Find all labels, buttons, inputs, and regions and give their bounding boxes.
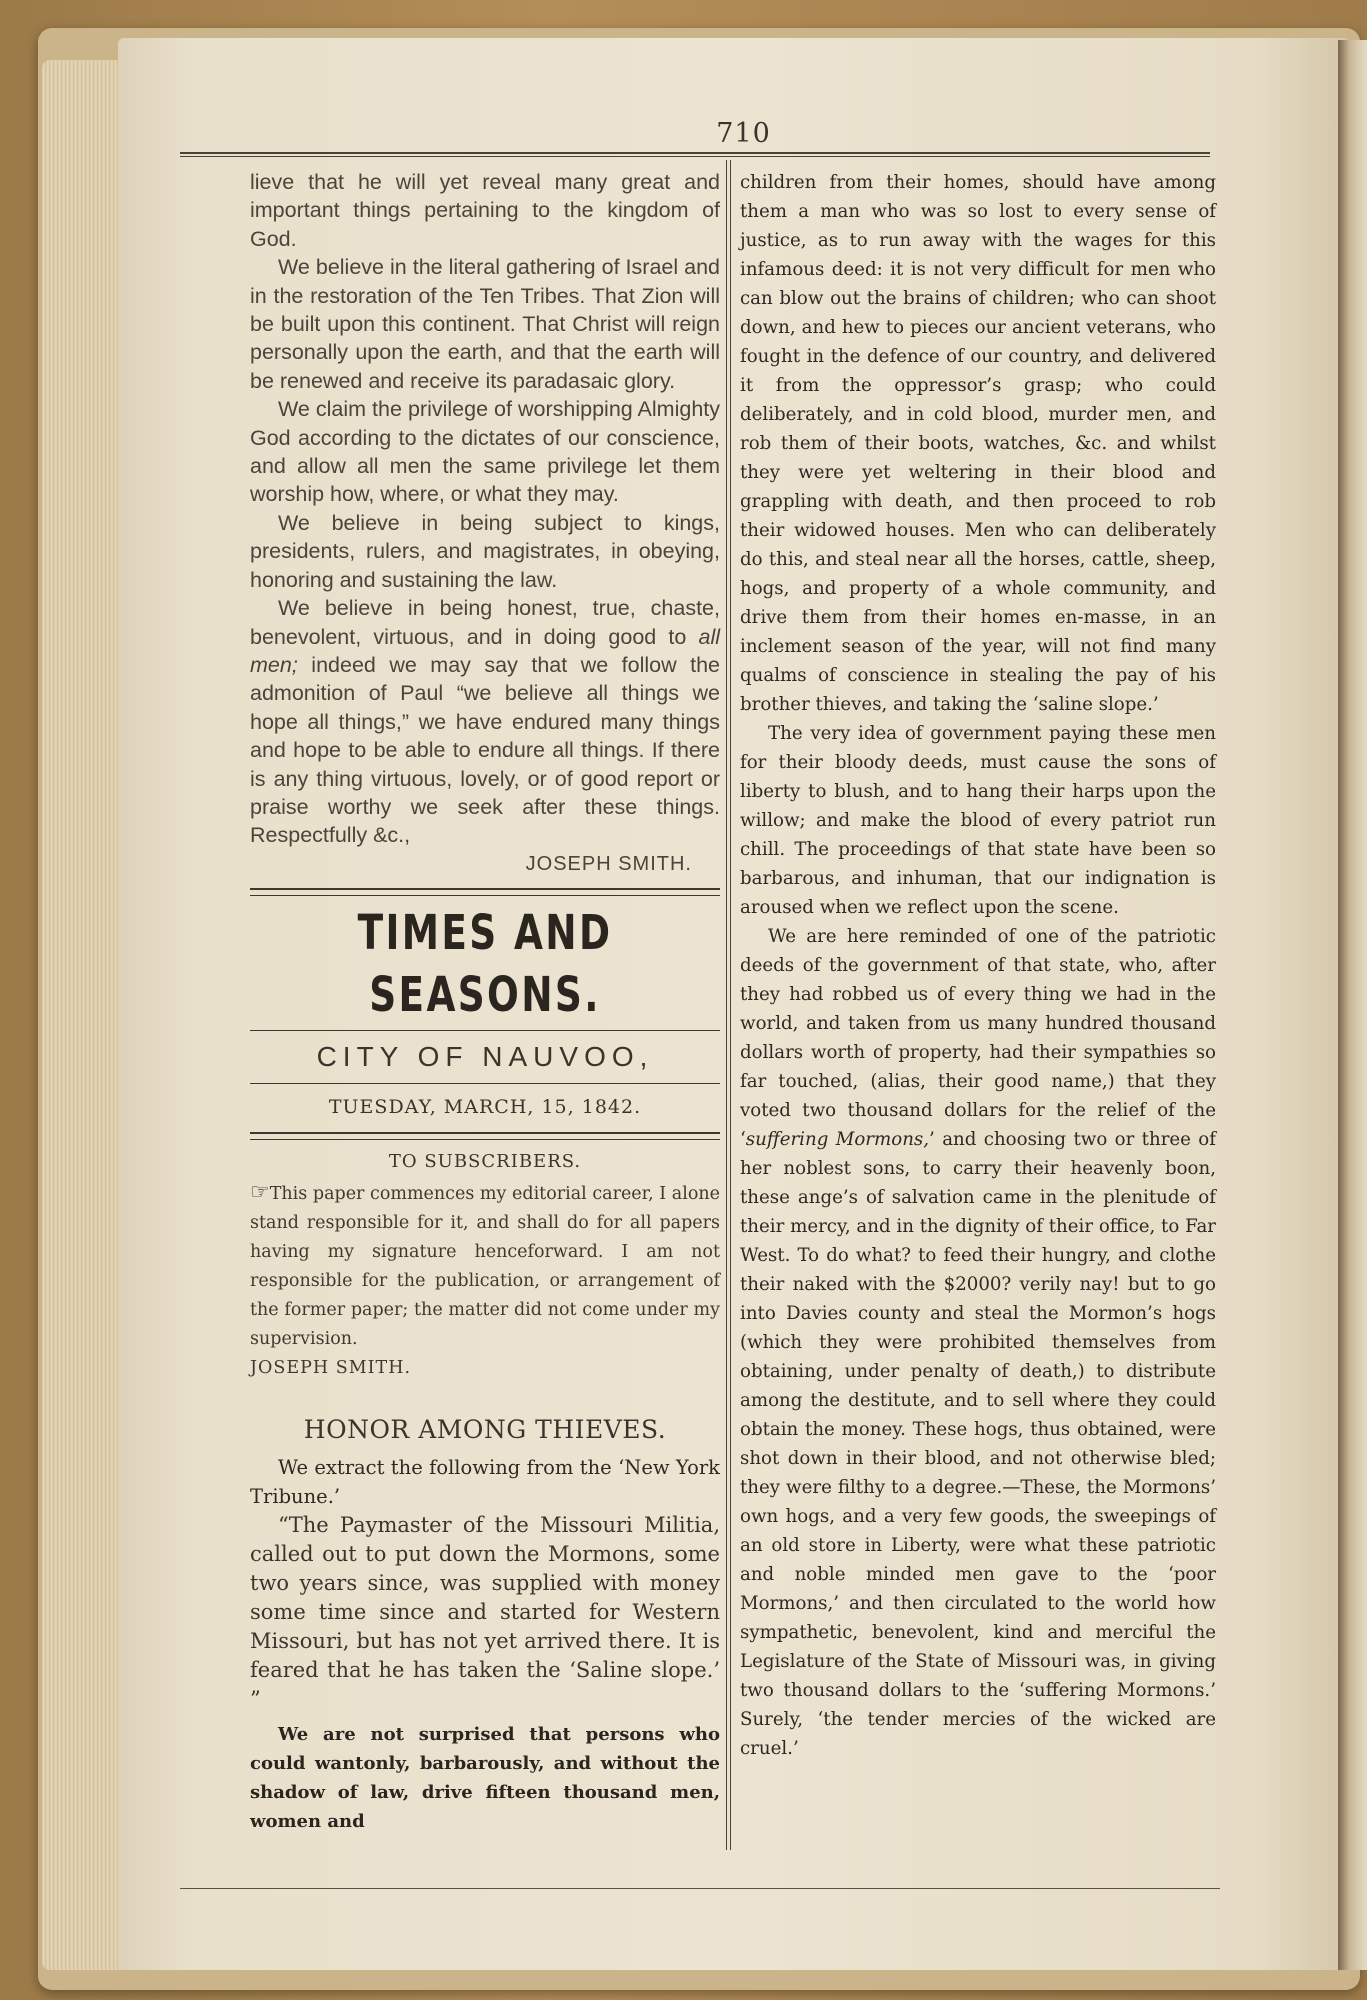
city-line: CITY OF NAUVOO, xyxy=(316,1041,654,1073)
patriotic-text-end: ’ and choosing two or three of her noblest sons, to carry their heavenly boon, these ange’s of salvation came in the plenitude of their mercy, and in the dignity of their office, to Far West. To do what? to feed their hungry, and clothe their naked with the $2000? verily nay! but to go into Davies county and steal the Mormon’s hogs (which they were prohibited themselves from obtaining, under penalty of death,) to distribute among the destitute, and to sell where they could obtain the money. These hogs, thus obtained, were shot down in their blood, and not otherwise bled; they were filthy to a degree.—These, the Mormons’ own hogs, and a very few goods, the sweepings of an old store in Liberty, were what these patriotic and noble minded men gave to the ‘poor Mormons,’ and then circulated to the world how sympathetic, benevolent, kind and merciful the Legislature of the State of Missouri was, in giving two thousand dollars to the ‘suffering Mormons.’ Surely, ‘the tender mercies of the wicked are cruel.’ xyxy=(740,1129,1216,1759)
honor-intro: We extract the following from the ‘New York Tribune.’ xyxy=(250,1456,720,1509)
city-rule xyxy=(250,1083,720,1084)
right-column xyxy=(740,168,1216,1763)
header-rule xyxy=(180,152,1210,154)
column-divider-thin xyxy=(730,160,731,1850)
honor-quote: “The Paymaster of the Missouri Militia, called out to put down the Mormons, some two years since, was supplied with money some time since and started for Western Missouri, but has not yet arrived there. It is feared that he has taken the ‘Saline slope.’ ” xyxy=(250,1513,720,1712)
footer-rule xyxy=(180,1888,1220,1889)
virtue-text-end: indeed we may say that we follow the admonition of Paul “we believe all things we hope all things,” we have endured many things and hope to be able to endure all things. If there is any thing virtuous, lovely, or of good report or praise worthy we seek after these things. Respectfully &c., xyxy=(250,652,720,848)
paragraph-patriotic-deeds xyxy=(740,922,1216,1763)
paragraph-gathering: We believe in the literal gathering of Israel and in the restoration of the Ten Tribes. That Zion will be built upon this continent. That Christ will reign personally upon the earth, and that the earth will be renewed and receive its paradasaic glory. xyxy=(250,255,720,393)
issue-date: TUESDAY, MARCH, 15, 1842. xyxy=(328,1096,642,1119)
left-column xyxy=(250,168,720,1836)
subscribers-heading: TO SUBSCRIBERS. xyxy=(388,1151,582,1173)
patriotic-text-start: We are here reminded of one of the patriotic deeds of the government of that state, who, after they had robbed us of every thing we had in the world, and taken from us many hundred thousand dollars worth of property, had their sympathies so far touched, (alias, their good name,) that they voted two thousand dollars for the relief of the ‘ xyxy=(740,926,1216,1150)
paragraph-kingdom: lieve that he will yet reveal many great and important things pertaining to the kingdom of God. xyxy=(250,170,720,251)
column-divider xyxy=(726,160,727,1850)
paragraph-worship: We claim the privilege of worshipping Almighty God according to the dictates of our conscience, and allow all men the same privilege let them worship how, where, or what they may. xyxy=(250,397,720,507)
virtue-italic: all men; xyxy=(250,624,720,677)
paragraph-government: The very idea of government paying these men for their bloody deeds, must cause the sons of liberty to blush, and to hang their harps upon the willow; and make the blood of every patriot run chill. The proceedings of that state have been so barbarous, and inhuman, that our indignation is aroused when we reflect upon the scene. xyxy=(740,723,1216,918)
subscribers-notice xyxy=(250,1178,720,1354)
masthead-title: TIMES AND SEASONS. xyxy=(357,905,613,1024)
page-number: 710 xyxy=(716,118,771,149)
paragraph-law: We believe in being subject to kings, presidents, rulers, and magistrates, in obeying, honoring and sustaining the law. xyxy=(250,510,720,592)
virtue-text-start: We believe in being honest, true, chaste, benevolent, virtuous, and in doing good to xyxy=(250,596,720,649)
honor-heading: HONOR AMONG THIEVES. xyxy=(303,1415,667,1445)
paragraph-thieves: children from their homes, should have among them a man who was so lost to every sense of justice, as to run away with the wages for this infamous deed: it is not very difficult for men who can blow out the brains of children; who can shoot down, and hew to pieces our ancient veterans, who fought in the defence of our country, and delivered it from the oppressor’s grasp; who could deliberately, and in cold blood, murder men, and rob them of their boots, watches, &c. and whilst they were yet weltering in their blood and grappling with death, and then proceed to rob their widowed houses. Men who can deliberately do this, and steal near all the horses, cattle, sheep, hogs, and property of a whole community, and drive them from their homes en-masse, in an inclement season of the year, will not find many qualms of conscience in stealing the pay of his brother thieves, and taking the ‘saline slope.’ xyxy=(740,172,1216,715)
pointing-hand-icon: ☞ xyxy=(250,1180,270,1206)
masthead-rule-top xyxy=(250,888,720,896)
subscribers-signature: JOSEPH SMITH. xyxy=(250,1358,412,1379)
header-rule-thin xyxy=(180,156,1210,157)
paragraph-virtue xyxy=(250,594,720,850)
honor-comment: We are not surprised that persons who could wantonly, barbarously, and without the shadow of law, drive fifteen thousand men, women and xyxy=(250,1724,720,1833)
masthead-rule xyxy=(250,1030,720,1031)
subscribers-text: This paper commences my editorial career, I alone stand responsible for it, and shall do for all papers having my signature henceforward. I am not responsible for the publication, or arrangement of the former paper; the matter did not come under my supervision. xyxy=(250,1184,720,1350)
articles-signature: JOSEPH SMITH. xyxy=(525,852,692,875)
patriotic-italic: suffering Mormons, xyxy=(745,1129,930,1150)
date-rule xyxy=(250,1132,720,1140)
facing-page-edge xyxy=(1338,40,1367,1970)
